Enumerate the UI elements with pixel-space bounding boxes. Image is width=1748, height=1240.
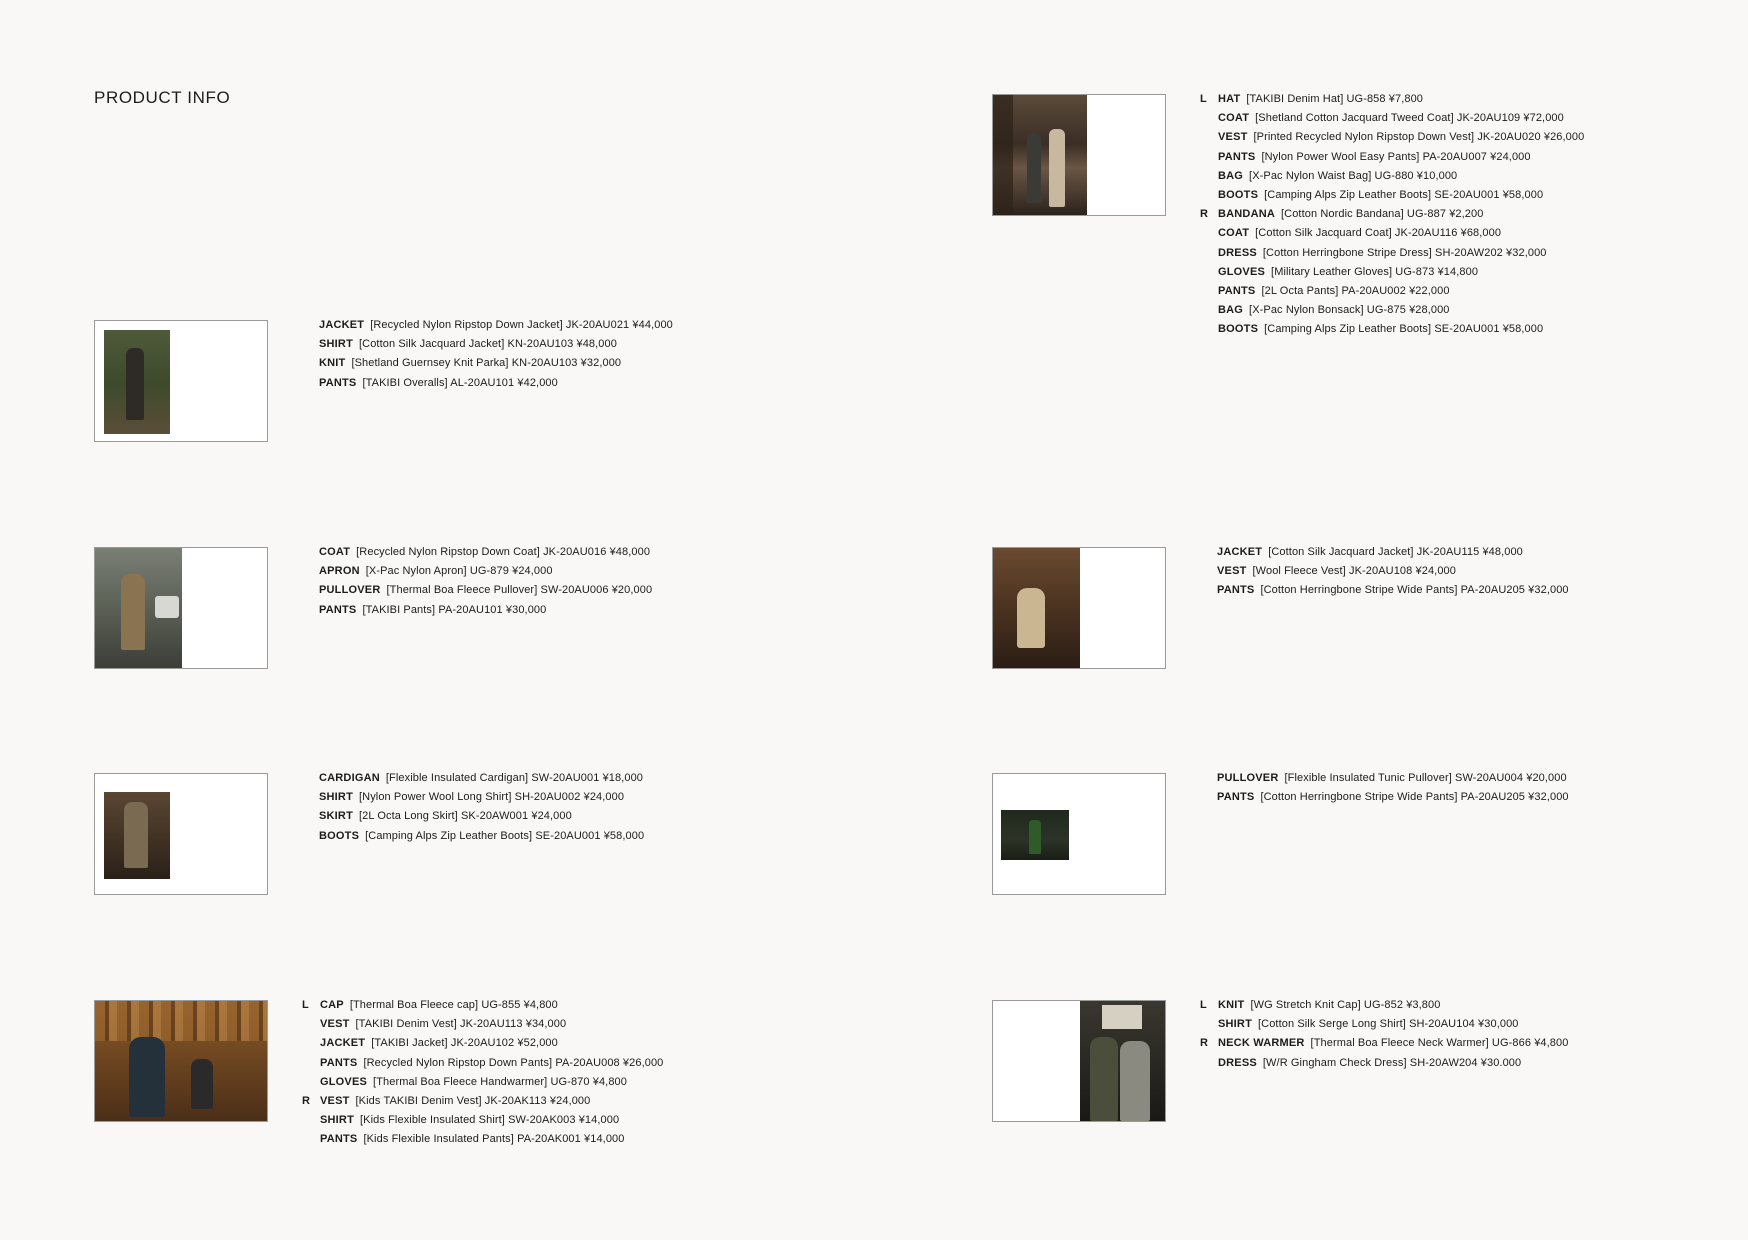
product-description: [Nylon Power Wool Easy Pants] PA-20AU007 ¥24,000 [1261, 150, 1531, 163]
look-photo [1001, 810, 1069, 860]
product-line [1200, 263, 1584, 282]
product-category: CARDIGAN [319, 772, 380, 784]
look-info [1200, 90, 1584, 339]
product-category: BAG [1218, 304, 1244, 317]
product-line [1200, 109, 1584, 128]
look-photo [104, 792, 170, 879]
product-category: BOOTS [1218, 188, 1259, 201]
side-label [1200, 224, 1218, 243]
side-label [1200, 167, 1218, 186]
product-category: KNIT [1218, 999, 1245, 1011]
side-label [302, 1054, 320, 1073]
product-line [1200, 1054, 1568, 1073]
look-thumbnail[interactable] [992, 1000, 1166, 1122]
product-line [1217, 581, 1569, 600]
product-category: JACKET [319, 319, 365, 331]
side-label [1200, 320, 1218, 339]
product-description: [Thermal Boa Fleece Pullover] SW-20AU006 ¥20,000 [386, 584, 653, 597]
look-photo [1080, 1001, 1166, 1122]
product-line [302, 1111, 663, 1130]
side-label [302, 1073, 320, 1092]
product-line [1200, 320, 1584, 339]
side-label [302, 1034, 320, 1053]
product-category: SHIRT [320, 1114, 354, 1127]
product-description: [Camping Alps Zip Leather Boots] SE-20AU001 ¥58,000 [1264, 188, 1544, 201]
product-description: [Recycled Nylon Ripstop Down Coat] JK-20AU016 ¥48,000 [356, 546, 651, 558]
product-category: APRON [319, 565, 360, 578]
product-description: [TAKIBI Pants] PA-20AU101 ¥30,000 [362, 603, 547, 616]
product-category: PANTS [319, 376, 357, 389]
product-description: [Shetland Guernsey Knit Parka] KN-20AU103 ¥32,000 [351, 357, 622, 370]
product-description: [Flexible Insulated Cardigan] SW-20AU001 ¥18,000 [385, 772, 644, 784]
product-line [302, 1073, 663, 1092]
look-thumbnail[interactable] [94, 320, 268, 442]
page-title: PRODUCT INFO [94, 88, 231, 107]
product-description: [Recycled Nylon Ripstop Down Pants] PA-20AU008 ¥26,000 [363, 1056, 664, 1069]
product-category: SHIRT [319, 791, 353, 804]
side-label [1200, 148, 1218, 167]
look-info [1217, 543, 1569, 601]
product-line [319, 543, 652, 562]
product-category: KNIT [319, 357, 346, 370]
product-description: [TAKIBI Denim Hat] UG-858 ¥7,800 [1246, 93, 1424, 105]
product-line [319, 562, 652, 581]
product-line [319, 807, 644, 826]
product-description: [Cotton Herringbone Stripe Dress] SH-20AW202 ¥32,000 [1262, 246, 1547, 259]
look-info [319, 316, 673, 393]
product-category: COAT [319, 546, 351, 558]
product-category: GLOVES [1218, 265, 1266, 278]
product-line [1200, 224, 1584, 243]
product-category: PULLOVER [1217, 772, 1279, 784]
product-category: PANTS [1217, 584, 1255, 597]
product-description: [Kids TAKIBI Denim Vest] JK-20AK113 ¥24,000 [355, 1094, 591, 1107]
side-label: R [1200, 1037, 1208, 1050]
product-line [319, 581, 652, 600]
side-label [1200, 109, 1218, 128]
product-description: [WG Stretch Knit Cap] UG-852 ¥3,800 [1250, 999, 1441, 1011]
product-line [1200, 1034, 1568, 1053]
product-description: [Military Leather Gloves] UG-873 ¥14,800 [1271, 265, 1479, 278]
product-description: [Cotton Silk Jacquard Jacket] KN-20AU103 ¥48,000 [359, 338, 617, 351]
side-label [302, 1130, 320, 1149]
product-category: PANTS [319, 603, 357, 616]
side-label [1200, 263, 1218, 282]
product-line [319, 354, 673, 373]
product-category: BOOTS [319, 829, 360, 842]
product-description: [Camping Alps Zip Leather Boots] SE-20AU001 ¥58,000 [1264, 323, 1544, 336]
product-line [1200, 128, 1584, 147]
product-description: [X-Pac Nylon Apron] UG-879 ¥24,000 [365, 565, 553, 578]
product-line [1200, 244, 1584, 263]
product-line [319, 827, 644, 846]
product-category: HAT [1218, 93, 1241, 105]
look-info [1217, 769, 1569, 807]
product-category: VEST [320, 1094, 350, 1107]
look-thumbnail[interactable] [992, 547, 1166, 669]
product-description: [Cotton Silk Jacquard Coat] JK-20AU116 ¥68,000 [1255, 227, 1502, 240]
product-line [302, 996, 663, 1015]
product-category: PANTS [320, 1056, 358, 1069]
product-description: [TAKIBI Denim Vest] JK-20AU113 ¥34,000 [355, 1018, 567, 1031]
product-description: [TAKIBI Jacket] JK-20AU102 ¥52,000 [371, 1037, 558, 1050]
product-description: [Wool Fleece Vest] JK-20AU108 ¥24,000 [1252, 565, 1456, 578]
product-description: [Camping Alps Zip Leather Boots] SE-20AU001 ¥58,000 [365, 829, 645, 842]
product-category: NECK WARMER [1218, 1037, 1305, 1050]
side-label: L [1200, 93, 1207, 105]
side-label: R [302, 1094, 310, 1107]
product-line [1217, 562, 1569, 581]
look-thumbnail[interactable] [94, 1000, 268, 1122]
product-description: [Shetland Cotton Jacquard Tweed Coat] JK-20AU109 ¥72,000 [1255, 112, 1564, 125]
product-line [319, 788, 644, 807]
product-line [1200, 1015, 1568, 1034]
product-category: VEST [1217, 565, 1247, 578]
product-line [1200, 167, 1584, 186]
product-category: SHIRT [1218, 1018, 1252, 1031]
product-description: [Thermal Boa Fleece Neck Warmer] UG-866 ¥4,800 [1310, 1037, 1569, 1050]
product-description: [Cotton Herringbone Stripe Wide Pants] PA-20AU205 ¥32,000 [1260, 584, 1569, 597]
product-category: SHIRT [319, 338, 353, 351]
product-description: [Flexible Insulated Tunic Pullover] SW-20AU004 ¥20,000 [1284, 772, 1567, 784]
product-line [302, 1034, 663, 1053]
look-photo [993, 95, 1087, 216]
side-label [1200, 1054, 1218, 1073]
product-line [1217, 788, 1569, 807]
product-category: COAT [1218, 227, 1250, 240]
look-photo [95, 1001, 268, 1122]
look-info [319, 769, 644, 846]
product-description: [TAKIBI Overalls] AL-20AU101 ¥42,000 [362, 376, 558, 389]
product-description: [Cotton Herringbone Stripe Wide Pants] PA-20AU205 ¥32,000 [1260, 791, 1569, 804]
look-thumbnail[interactable] [992, 773, 1166, 895]
product-line [302, 1015, 663, 1034]
look-info [319, 543, 652, 620]
product-description: [Kids Flexible Insulated Shirt] SW-20AK003 ¥14,000 [360, 1114, 620, 1127]
product-category: COAT [1218, 112, 1250, 125]
side-label [1200, 244, 1218, 263]
product-description: [Kids Flexible Insulated Pants] PA-20AK001 ¥14,000 [363, 1133, 625, 1146]
product-category: BOOTS [1218, 323, 1259, 336]
product-description: [Thermal Boa Fleece Handwarmer] UG-870 ¥4,800 [373, 1075, 627, 1088]
product-line [1200, 301, 1584, 320]
product-description: [X-Pac Nylon Waist Bag] UG-880 ¥10,000 [1249, 169, 1458, 182]
product-line [319, 316, 673, 335]
look-photo [104, 330, 170, 434]
side-label [302, 1015, 320, 1034]
product-line [319, 769, 644, 788]
product-category: VEST [1218, 131, 1248, 144]
product-line [319, 601, 652, 620]
product-category: PANTS [1218, 284, 1256, 297]
product-category: PANTS [320, 1133, 358, 1146]
product-line [319, 374, 673, 393]
product-line [1200, 148, 1584, 167]
look-info [302, 996, 663, 1150]
product-description: [Recycled Nylon Ripstop Down Jacket] JK-20AU021 ¥44,000 [370, 319, 673, 331]
product-line [1200, 90, 1584, 109]
side-label [1200, 128, 1218, 147]
product-description: [2L Octa Pants] PA-20AU002 ¥22,000 [1261, 284, 1450, 297]
product-category: SKIRT [319, 810, 353, 823]
product-line [302, 1130, 663, 1149]
product-line [302, 1054, 663, 1073]
product-description: [Cotton Silk Serge Long Shirt] SH-20AU104 ¥30,000 [1258, 1018, 1519, 1031]
product-line [1200, 282, 1584, 301]
look-photo [95, 548, 182, 669]
product-description: [W/R Gingham Check Dress] SH-20AW204 ¥30.000 [1262, 1056, 1522, 1069]
product-description: [Printed Recycled Nylon Ripstop Down Vest] JK-20AU020 ¥26,000 [1253, 131, 1585, 144]
side-label [1200, 301, 1218, 320]
side-label [1200, 282, 1218, 301]
product-line [1217, 543, 1569, 562]
product-description: [Thermal Boa Fleece cap] UG-855 ¥4,800 [349, 999, 558, 1011]
side-label [1200, 1015, 1218, 1034]
product-category: CAP [320, 999, 344, 1011]
product-category: BANDANA [1218, 208, 1276, 221]
product-category: JACKET [1217, 546, 1263, 558]
product-line [302, 1092, 663, 1111]
product-line [1200, 186, 1584, 205]
product-category: VEST [320, 1018, 350, 1031]
product-description: [Cotton Silk Jacquard Jacket] JK-20AU115 ¥48,000 [1268, 546, 1523, 558]
side-label: L [302, 999, 309, 1011]
product-line [319, 335, 673, 354]
look-thumbnail[interactable] [992, 94, 1166, 216]
look-photo [993, 548, 1080, 669]
product-category: DRESS [1218, 1056, 1257, 1069]
product-category: DRESS [1218, 246, 1257, 259]
side-label [1200, 186, 1218, 205]
product-description: [X-Pac Nylon Bonsack] UG-875 ¥28,000 [1249, 304, 1450, 317]
product-description: [Nylon Power Wool Long Shirt] SH-20AU002 ¥24,000 [359, 791, 625, 804]
look-thumbnail[interactable] [94, 773, 268, 895]
product-category: PANTS [1217, 791, 1255, 804]
look-info [1200, 996, 1568, 1073]
product-category: BAG [1218, 169, 1244, 182]
side-label: L [1200, 999, 1207, 1011]
product-category: PANTS [1218, 150, 1256, 163]
look-thumbnail[interactable] [94, 547, 268, 669]
product-line [1200, 205, 1584, 224]
product-description: [Cotton Nordic Bandana] UG-887 ¥2,200 [1281, 208, 1484, 221]
side-label: R [1200, 208, 1208, 221]
product-line [1217, 769, 1569, 788]
product-description: [2L Octa Long Skirt] SK-20AW001 ¥24,000 [359, 810, 572, 823]
side-label [302, 1111, 320, 1130]
product-category: PULLOVER [319, 584, 381, 597]
product-line [1200, 996, 1568, 1015]
product-category: GLOVES [320, 1075, 368, 1088]
product-category: JACKET [320, 1037, 366, 1050]
